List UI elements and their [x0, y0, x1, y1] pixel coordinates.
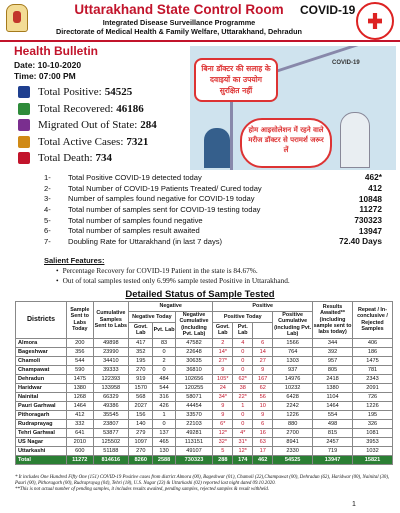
- stat-label: Total Active Cases:: [38, 135, 124, 148]
- header-sub2: Directorate of Medical Health & Family Welfare, Uttarakhand, Dehradun: [56, 27, 302, 36]
- daily-figures-list: [44, 172, 382, 247]
- summary-stats: [18, 84, 157, 167]
- bulletin-date: Date: 10-10-2020: [14, 60, 82, 70]
- col-negative-today: Negative Today: [129, 312, 176, 323]
- table-cell: 288: [213, 455, 233, 464]
- table-cell: 805: [313, 365, 353, 374]
- stat-icon: [18, 119, 30, 131]
- table-cell: 554: [313, 410, 353, 419]
- table-cell: 9: [213, 410, 233, 419]
- table-cell: 1570: [129, 383, 153, 392]
- table-cell: 1226: [353, 401, 393, 410]
- table-cell: 47582: [175, 338, 213, 347]
- list-item-value: 730323: [354, 215, 382, 226]
- table-cell: 957: [313, 356, 353, 365]
- stat-label: Total Death:: [38, 152, 93, 165]
- table-cell: 140: [129, 419, 153, 428]
- stat-value: 734: [95, 152, 113, 165]
- list-item-value: 10848: [358, 193, 382, 204]
- covid-logo: [300, 3, 355, 17]
- table-cell: 1303: [273, 356, 313, 365]
- stat-value: 284: [140, 119, 157, 132]
- list-item-value: 72.40 Days: [339, 236, 382, 247]
- district-cell: Pauri Garhwal: [16, 401, 67, 410]
- table-cell: 3953: [353, 437, 393, 446]
- table-cell: 2091: [353, 383, 393, 392]
- list-item: [44, 204, 382, 215]
- table-cell: 36810: [175, 365, 213, 374]
- table-cell: 53877: [93, 428, 128, 437]
- table-cell: 23807: [93, 419, 128, 428]
- header-subtitle: [34, 18, 324, 36]
- district-cell: Champawat: [16, 365, 67, 374]
- table-cell: 39333: [93, 365, 128, 374]
- table-cell: 719: [313, 446, 353, 455]
- list-item-value: 11272: [359, 204, 382, 215]
- district-cell: Haridwar: [16, 383, 67, 392]
- table-cell: 641: [67, 428, 94, 437]
- stat-icon: [18, 152, 30, 164]
- table-cell: 66329: [93, 392, 128, 401]
- table-cell: 13947: [313, 455, 353, 464]
- nhm-logo-icon: [356, 2, 394, 40]
- table-cell: 22*: [233, 392, 253, 401]
- poster-covid-logo: COVID-19: [332, 60, 360, 66]
- table-cell: 6*: [213, 419, 233, 428]
- table-cell: 33570: [175, 410, 213, 419]
- table-cell: 9: [213, 401, 233, 410]
- table-cell: 14976: [273, 374, 313, 383]
- salient-feature-item: • Percentage Recovery for COVID-19 Patient in the state is 84.67%.: [64, 266, 394, 276]
- table-cell: 156: [129, 410, 153, 419]
- state-emblem-icon: [6, 4, 28, 32]
- table-cell: 34*: [213, 392, 233, 401]
- table-cell: 270: [129, 365, 153, 374]
- district-cell: Chamoli: [16, 356, 67, 365]
- table-cell: 14: [253, 347, 273, 356]
- table-cell: 2: [153, 356, 175, 365]
- list-item-label: Number of samples found negative for COVID-19 today: [68, 194, 255, 204]
- table-cell: 12*: [213, 428, 233, 437]
- table-cell: 1475: [353, 356, 393, 365]
- table-cell: 4: [233, 338, 253, 347]
- list-item-label: Total number of samples sent for COVID-19 testing today: [68, 204, 261, 214]
- table-cell: 56: [253, 392, 273, 401]
- list-item-number: 7-: [44, 236, 51, 246]
- bulletin-datetime: [14, 60, 81, 82]
- table-cell: 6: [253, 419, 273, 428]
- table-cell: 392: [313, 347, 353, 356]
- col-negative: Negative: [129, 302, 213, 312]
- table-cell: 568: [129, 392, 153, 401]
- table-cell: 174: [233, 455, 253, 464]
- list-item-number: 4-: [44, 204, 51, 214]
- list-item: [44, 172, 382, 183]
- table-cell: 544: [67, 356, 94, 365]
- list-item-number: 2-: [44, 183, 51, 193]
- table-cell: 1464: [67, 401, 94, 410]
- table-cell: 195: [129, 356, 153, 365]
- table-cell: 9: [253, 410, 273, 419]
- col-sample-sent: Sample Sent to Labs Today: [67, 302, 94, 339]
- table-cell: 1226: [273, 410, 313, 419]
- table-cell: 2343: [353, 374, 393, 383]
- table-cell: 27: [253, 356, 273, 365]
- table-cell: 32*: [213, 437, 233, 446]
- table-cell: 0: [233, 347, 253, 356]
- footnote: **This is not actual number of pending samples, it includes results awaited, pending samples, rejected samples & result withheld.: [15, 486, 270, 492]
- table-cell: 49898: [93, 338, 128, 347]
- table-row: [16, 392, 393, 401]
- table-cell: 120255: [175, 383, 213, 392]
- doctor-figure: [340, 112, 370, 168]
- table-cell: 2010: [67, 437, 94, 446]
- table-cell: 137: [153, 428, 175, 437]
- list-item-number: 6-: [44, 226, 51, 236]
- col-govt-lab: Govt. Lab: [129, 323, 153, 338]
- table-cell: 1566: [273, 338, 313, 347]
- table-cell: 326: [353, 419, 393, 428]
- table-body: [16, 338, 393, 464]
- col-pvt-lab: Pvt. Lab: [153, 323, 175, 338]
- list-item-number: 5-: [44, 215, 51, 225]
- table-cell: 1380: [313, 383, 353, 392]
- table-cell: 125502: [93, 437, 128, 446]
- list-item: [44, 193, 382, 204]
- district-cell: Tehri Garhwal: [16, 428, 67, 437]
- table-cell: 465: [153, 437, 175, 446]
- table-row: [16, 356, 393, 365]
- col-pvt-lab: Pvt. Lab: [233, 323, 253, 338]
- table-cell: 62*: [233, 374, 253, 383]
- district-cell: Rudraprayag: [16, 419, 67, 428]
- list-item-label: Total number of samples result awaited: [68, 226, 200, 236]
- stat-row: [18, 117, 157, 134]
- district-cell: Almora: [16, 338, 67, 347]
- table-row: [16, 401, 393, 410]
- table-cell: 1: [233, 401, 253, 410]
- table-cell: 49281: [175, 428, 213, 437]
- table-cell: 34410: [93, 356, 128, 365]
- col-govt-lab: Govt. Lab: [213, 323, 233, 338]
- salient-features-title: Salient Features:: [44, 256, 105, 265]
- list-item: [44, 236, 382, 247]
- district-cell: Total: [16, 455, 67, 464]
- stat-label: Total Positive:: [38, 86, 102, 99]
- table-cell: 1104: [313, 392, 353, 401]
- col-repeat: Repeat / In-conclusive / Rejected Samples: [353, 302, 393, 339]
- table-cell: 590: [67, 365, 94, 374]
- header: [0, 0, 400, 42]
- table-row: [16, 338, 393, 347]
- header-divider: [0, 40, 400, 42]
- table-cell: 1097: [129, 437, 153, 446]
- table-cell: 600: [67, 446, 94, 455]
- table-cell: 130: [153, 446, 175, 455]
- table-cell: 764: [273, 347, 313, 356]
- table-cell: 1475: [67, 374, 94, 383]
- table-cell: 484: [153, 374, 175, 383]
- col-positive-cumulative: Positive Cumulative (including Pvt. Lab): [274, 312, 312, 338]
- table-cell: 2027: [129, 401, 153, 410]
- list-item-value: 412: [368, 183, 382, 194]
- table-cell: 2418: [313, 374, 353, 383]
- table-cell: 0: [153, 419, 175, 428]
- stat-icon: [18, 86, 30, 98]
- table-cell: 815: [313, 428, 353, 437]
- table-cell: 62: [253, 383, 273, 392]
- table-cell: 38: [233, 383, 253, 392]
- table-cell: 27*: [213, 356, 233, 365]
- salient-feature-item: • Out of total samples tested only 6.99% sample tested Positive in Uttarakhand.: [64, 276, 394, 286]
- table-row: [16, 365, 393, 374]
- table-cell: 31*: [233, 437, 253, 446]
- footnote: * It includes One Hundred Fifty One (151) COVID-19 Positive cases from district Almora (00), Bageshwar (01), Chamoli (22),Champawat (00), Dehradun (62), Haridwar (00), Nainital (30), Pauri (00), Pithoragarh (00), Rudraprayag (04), Tehri (18), U.S. Nagar (23) & Uttarkashi (02) reported last night dated 09.10.2020.: [15, 475, 390, 486]
- stat-value: 54525: [104, 86, 133, 99]
- stat-row: [18, 101, 157, 118]
- table-cell: 0: [233, 356, 253, 365]
- stat-value: 7321: [126, 135, 149, 148]
- table-row: [16, 419, 393, 428]
- table-cell: 58071: [175, 392, 213, 401]
- district-cell: Dehradun: [16, 374, 67, 383]
- table-row: [16, 383, 393, 392]
- table-row: [16, 410, 393, 419]
- stat-row: [18, 150, 157, 167]
- table-cell: 102656: [175, 374, 213, 383]
- table-cell: 11272: [67, 455, 94, 464]
- table-cell: 0: [153, 347, 175, 356]
- table-cell: 344: [313, 338, 353, 347]
- covid-logo-text: COVID-19: [300, 3, 356, 17]
- poster-speech-bubble: बिना डॉक्टर की सलाह के दवाइयों का उपयोग सुरक्षित नहीं: [194, 58, 278, 102]
- table-cell: 5: [213, 446, 233, 455]
- table-cell: 35545: [93, 410, 128, 419]
- district-cell: US Nagar: [16, 437, 67, 446]
- list-item-value: 462*: [364, 172, 382, 183]
- page-number: 1: [352, 501, 356, 508]
- table-cell: 49386: [93, 401, 128, 410]
- stat-label: Migrated Out of State:: [38, 119, 138, 132]
- table-cell: 919: [129, 374, 153, 383]
- table-cell: 22648: [175, 347, 213, 356]
- table-cell: 10232: [273, 383, 313, 392]
- table-cell: 9: [253, 365, 273, 374]
- table-cell: 122393: [93, 374, 128, 383]
- table-cell: 51188: [93, 446, 128, 455]
- district-cell: Nainital: [16, 392, 67, 401]
- table-cell: 200: [67, 338, 94, 347]
- table-cell: 6: [253, 338, 273, 347]
- table-cell: 332: [67, 419, 94, 428]
- table-cell: 14*: [213, 347, 233, 356]
- col-negative-cumulative: Negative Cumulative (including Pvt. Lab): [175, 312, 213, 339]
- table-cell: 352: [129, 347, 153, 356]
- table-cell: 316: [153, 392, 175, 401]
- stat-icon: [18, 136, 30, 148]
- table-cell: 417: [129, 338, 153, 347]
- salient-features-list: [64, 266, 394, 285]
- table-cell: 1081: [353, 428, 393, 437]
- table-cell: 8941: [273, 437, 313, 446]
- bulletin-time: Time: 07:00 PM: [14, 71, 76, 81]
- table-cell: 12*: [233, 446, 253, 455]
- table-cell: 195: [353, 410, 393, 419]
- table-cell: 23990: [93, 347, 128, 356]
- table-cell: 2700: [273, 428, 313, 437]
- table-cell: 49107: [175, 446, 213, 455]
- table-cell: 279: [129, 428, 153, 437]
- table-cell: 0: [153, 365, 175, 374]
- table-cell: 814616: [93, 455, 128, 464]
- district-cell: Bageshwar: [16, 347, 67, 356]
- patient-figure: [204, 128, 230, 168]
- table-cell: 22103: [175, 419, 213, 428]
- table-cell: 15821: [353, 455, 393, 464]
- table-cell: 1268: [67, 392, 94, 401]
- list-item-label: Total Positive COVID-19 detected today: [68, 172, 202, 182]
- table-cell: 406: [353, 338, 393, 347]
- table-row: [16, 347, 393, 356]
- stat-label: Total Recovered:: [38, 102, 114, 115]
- list-item-number: 3-: [44, 194, 51, 204]
- table-cell: 462: [253, 455, 273, 464]
- table-cell: 16: [253, 428, 273, 437]
- col-positive: Positive: [213, 302, 313, 312]
- district-cell: Pithoragarh: [16, 410, 67, 419]
- list-item-label: Total number of samples found negative: [68, 215, 203, 225]
- district-cell: Uttarkashi: [16, 446, 67, 455]
- table-cell: 781: [353, 365, 393, 374]
- table-cell: 726: [353, 392, 393, 401]
- table-cell: 63: [253, 437, 273, 446]
- table-row: [16, 374, 393, 383]
- col-districts: Districts: [16, 302, 67, 339]
- col-results-awaited: Results Awaited** (including sample sent to labs today): [313, 302, 353, 339]
- table-cell: 730323: [175, 455, 213, 464]
- list-item-label: Total Number of COVID-19 Patients Treated/ Cured today: [68, 183, 262, 193]
- table-cell: 44454: [175, 401, 213, 410]
- table-cell: 1380: [67, 383, 94, 392]
- awareness-poster: [190, 46, 396, 170]
- table-cell: 0: [233, 365, 253, 374]
- table-cell: 498: [313, 419, 353, 428]
- table-row: [16, 437, 393, 446]
- list-item: [44, 225, 382, 236]
- table-cell: 113151: [175, 437, 213, 446]
- table-cell: 0: [233, 419, 253, 428]
- stat-row: [18, 134, 157, 151]
- table-cell: 544: [153, 383, 175, 392]
- table-cell: 54525: [273, 455, 313, 464]
- table-cell: 426: [153, 401, 175, 410]
- table-cell: 8260: [129, 455, 153, 464]
- table-cell: 1032: [353, 446, 393, 455]
- table-cell: 2588: [153, 455, 175, 464]
- table-cell: 9: [213, 365, 233, 374]
- table-cell: 24: [213, 383, 233, 392]
- table-cell: 880: [273, 419, 313, 428]
- table-cell: 4*: [233, 428, 253, 437]
- table-cell: 412: [67, 410, 94, 419]
- table-cell: 133958: [93, 383, 128, 392]
- stat-value: 46186: [116, 102, 144, 115]
- table-title: Detailed Status of Sample Tested: [125, 289, 275, 300]
- table-cell: 356: [67, 347, 94, 356]
- col-cumulative-sent: Cumulative Samples Sent to Labs: [93, 302, 128, 339]
- table-cell: 105*: [213, 374, 233, 383]
- table-cell: 30635: [175, 356, 213, 365]
- table-cell: 1: [153, 410, 175, 419]
- stat-icon: [18, 103, 30, 115]
- header-title: Uttarakhand State Control Room: [74, 2, 284, 17]
- table-cell: 6428: [273, 392, 313, 401]
- col-total-today: [253, 323, 273, 338]
- table-row: [16, 428, 393, 437]
- table-cell: 1464: [313, 401, 353, 410]
- table-cell: 2330: [273, 446, 313, 455]
- list-item-value: 13947: [358, 225, 382, 236]
- table-cell: 167: [253, 374, 273, 383]
- table-cell: 270: [129, 446, 153, 455]
- table-cell: 2457: [313, 437, 353, 446]
- table-cell: 0: [233, 410, 253, 419]
- table-cell: 2242: [273, 401, 313, 410]
- table-row: [16, 446, 393, 455]
- table-cell: 2: [213, 338, 233, 347]
- list-item: [44, 215, 382, 226]
- bulletin-title: Health Bulletin: [14, 44, 99, 58]
- table-cell: 10: [253, 401, 273, 410]
- col-positive-today: Positive Today: [213, 312, 273, 323]
- table-cell: 17: [253, 446, 273, 455]
- table-cell: 186: [353, 347, 393, 356]
- list-item-number: 1-: [44, 172, 51, 182]
- header-sub1: Integrated Disease Surveillance Programme: [102, 18, 256, 27]
- footnotes: [15, 475, 395, 492]
- sample-status-table: [15, 301, 393, 465]
- table-total-row: [16, 455, 393, 464]
- table-cell: 937: [273, 365, 313, 374]
- list-item-label: Doubling Rate for Uttarakhand (in last 7 days): [68, 236, 223, 246]
- stat-row: [18, 84, 157, 101]
- poster-speech-bubble: होम आइसोलेशन में रहने वाले मरीज डॉक्टर से परामर्श जरूर लें: [240, 118, 332, 168]
- table-cell: 83: [153, 338, 175, 347]
- list-item: [44, 183, 382, 194]
